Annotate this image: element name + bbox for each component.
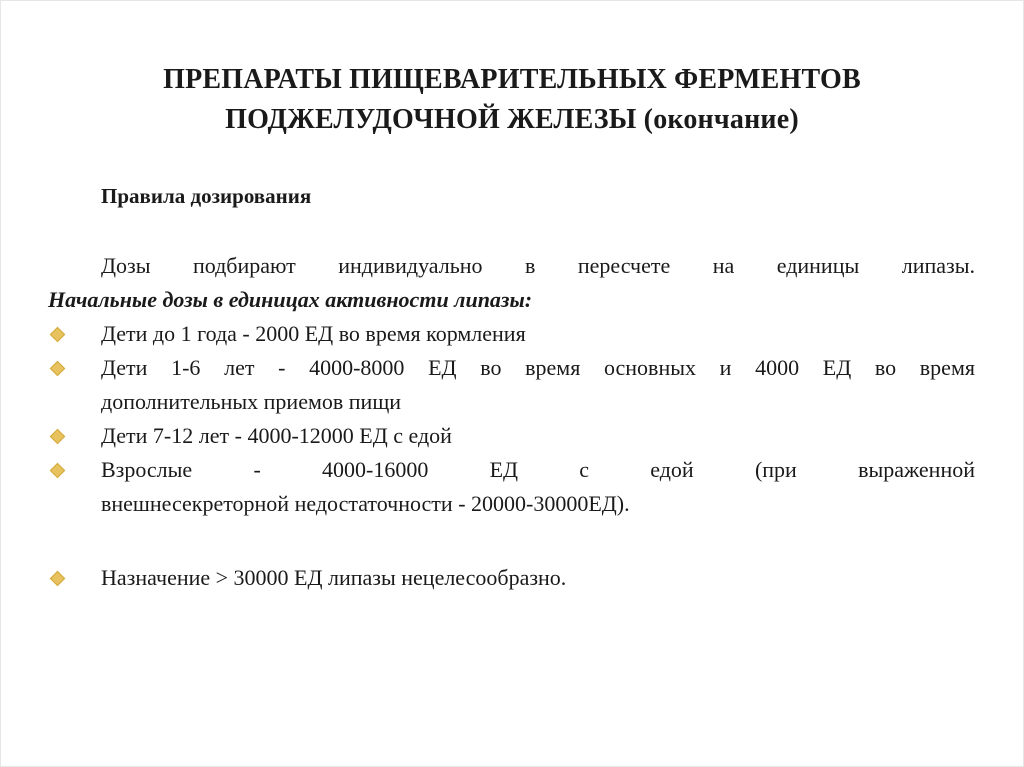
spacer <box>48 521 975 561</box>
slide-body <box>48 249 975 595</box>
dose-list <box>48 317 975 521</box>
title-line-2: ПОДЖЕЛУДОЧНОЙ ЖЕЛЕЗЫ (окончание) <box>225 104 799 135</box>
list-item-text: Дети до 1 года - 2000 ЕД во время кормления <box>101 321 526 346</box>
list-item-text-line-1: Взрослые - 4000-16000 ЕД с едой (при выраженной <box>101 457 975 482</box>
list-item <box>48 561 975 595</box>
list-item-text-line-2: дополнительных приемов пищи <box>101 389 402 414</box>
list-item <box>48 351 975 419</box>
final-list <box>48 561 975 595</box>
slide-title <box>0 60 1024 140</box>
list-item <box>48 453 975 521</box>
list-item-text <box>48 453 975 521</box>
list-item <box>48 317 975 351</box>
dose-subheading: Начальные дозы в единицах активности липазы: <box>48 287 533 312</box>
list-item-text <box>48 351 975 419</box>
list-item <box>48 419 975 453</box>
list-item-text-line-2: внешнесекреторной недостаточности - 20000-30000ЕД). <box>101 491 630 516</box>
section-heading: Правила дозирования <box>101 184 312 208</box>
title-line-1: ПРЕПАРАТЫ ПИЩЕВАРИТЕЛЬНЫХ ФЕРМЕНТОВ <box>163 64 861 95</box>
list-item-text-line-1: Дети 1-6 лет - 4000-8000 ЕД во время основных и 4000 ЕД во время <box>101 355 975 380</box>
intro-paragraph: Дозы подбирают индивидуально в пересчете на единицы липазы. <box>101 253 975 278</box>
final-note-text: Назначение > 30000 ЕД липазы нецелесообразно. <box>101 565 567 590</box>
list-item-text: Дети 7-12 лет - 4000-12000 ЕД с едой <box>101 423 452 448</box>
